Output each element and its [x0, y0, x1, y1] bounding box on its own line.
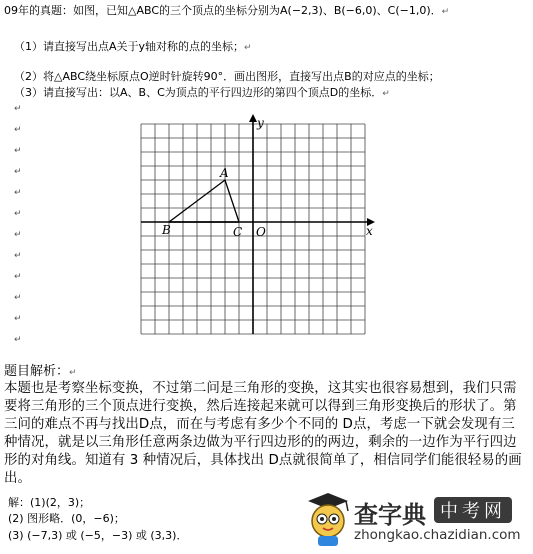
paragraph-mark: ↵: [14, 104, 22, 114]
paragraph-mark: ↵: [14, 188, 22, 198]
watermark-brand: 查字典: [354, 500, 426, 529]
answer-1: 解：(1)(2，3)；: [8, 496, 91, 509]
question-2: （2）将△ABC绕坐标原点O逆时针旋转90°．画出图形，直接写出点B的对应点的坐标；: [14, 70, 440, 83]
watermark-url: zhongkao.chazidian.com: [354, 527, 521, 543]
solution-heading: 题目解析：↵: [4, 364, 77, 379]
point-a-label: A: [220, 166, 229, 180]
paragraph-mark: ↵: [14, 230, 22, 240]
point-b-label: B: [162, 223, 171, 237]
y-axis-label: y: [257, 116, 264, 130]
paragraph-mark: ↵: [14, 293, 22, 303]
answer-3: (3) (−7,3) 或 (−5，−3) 或 (3,3)．: [8, 529, 188, 542]
answer-2: (2) 图形略．(0，−6)；: [8, 512, 125, 525]
paragraph-mark: ↵: [14, 335, 22, 345]
paragraph-mark: ↵: [14, 314, 22, 324]
paragraph-mark: ↵: [14, 146, 22, 156]
axes: [141, 114, 375, 334]
triangle-abc: [169, 180, 239, 222]
paragraph-mark: ↵: [14, 125, 22, 135]
question-3: （3）请直接写出：以A、B、C为顶点的平行四边形的第四个顶点D的坐标．↵: [14, 86, 390, 99]
paragraph-mark: ↵: [14, 209, 22, 219]
question-1: （1）请直接写出点A关于y轴对称的点的坐标；↵: [14, 40, 252, 53]
watermark-tag: 中考网: [434, 497, 512, 523]
point-c-label: C: [233, 225, 243, 239]
watermark-logo: [296, 487, 532, 550]
solution-body: 本题也是考察坐标变换，不过第二问是三角形的变换，这其实也很容易想到，我们只需要将三角形的三个顶点进行变换，然后连接起来就可以得到三角形变换后的形状了。第三问的难点不再与找出D点，而在与考虑有多少个不同的 D点，考虑一下就会发现有三种情况，就是以三角形任意两条边做为平行四边形的的两边，剩余的一边作为平行四边形的对角线。知道有 3 种情况后，具体找出 D点就很简单了，相信同学们能很轻易的画出。: [4, 381, 522, 486]
origin-label: O: [256, 225, 266, 239]
y-axis-arrow-icon: [249, 114, 257, 122]
triangle-sides-ab-ac: [169, 180, 239, 222]
paragraph-mark: ↵: [14, 251, 22, 261]
paragraph-mark: ↵: [14, 167, 22, 177]
x-axis-label: x: [366, 224, 373, 238]
paragraph-mark: ↵: [14, 272, 22, 282]
problem-intro: 09年的真题：如图，已知△ABC的三个顶点的坐标分别为A(−2,3)、B(−6,0)、C(−1,0)．↵: [4, 4, 450, 17]
